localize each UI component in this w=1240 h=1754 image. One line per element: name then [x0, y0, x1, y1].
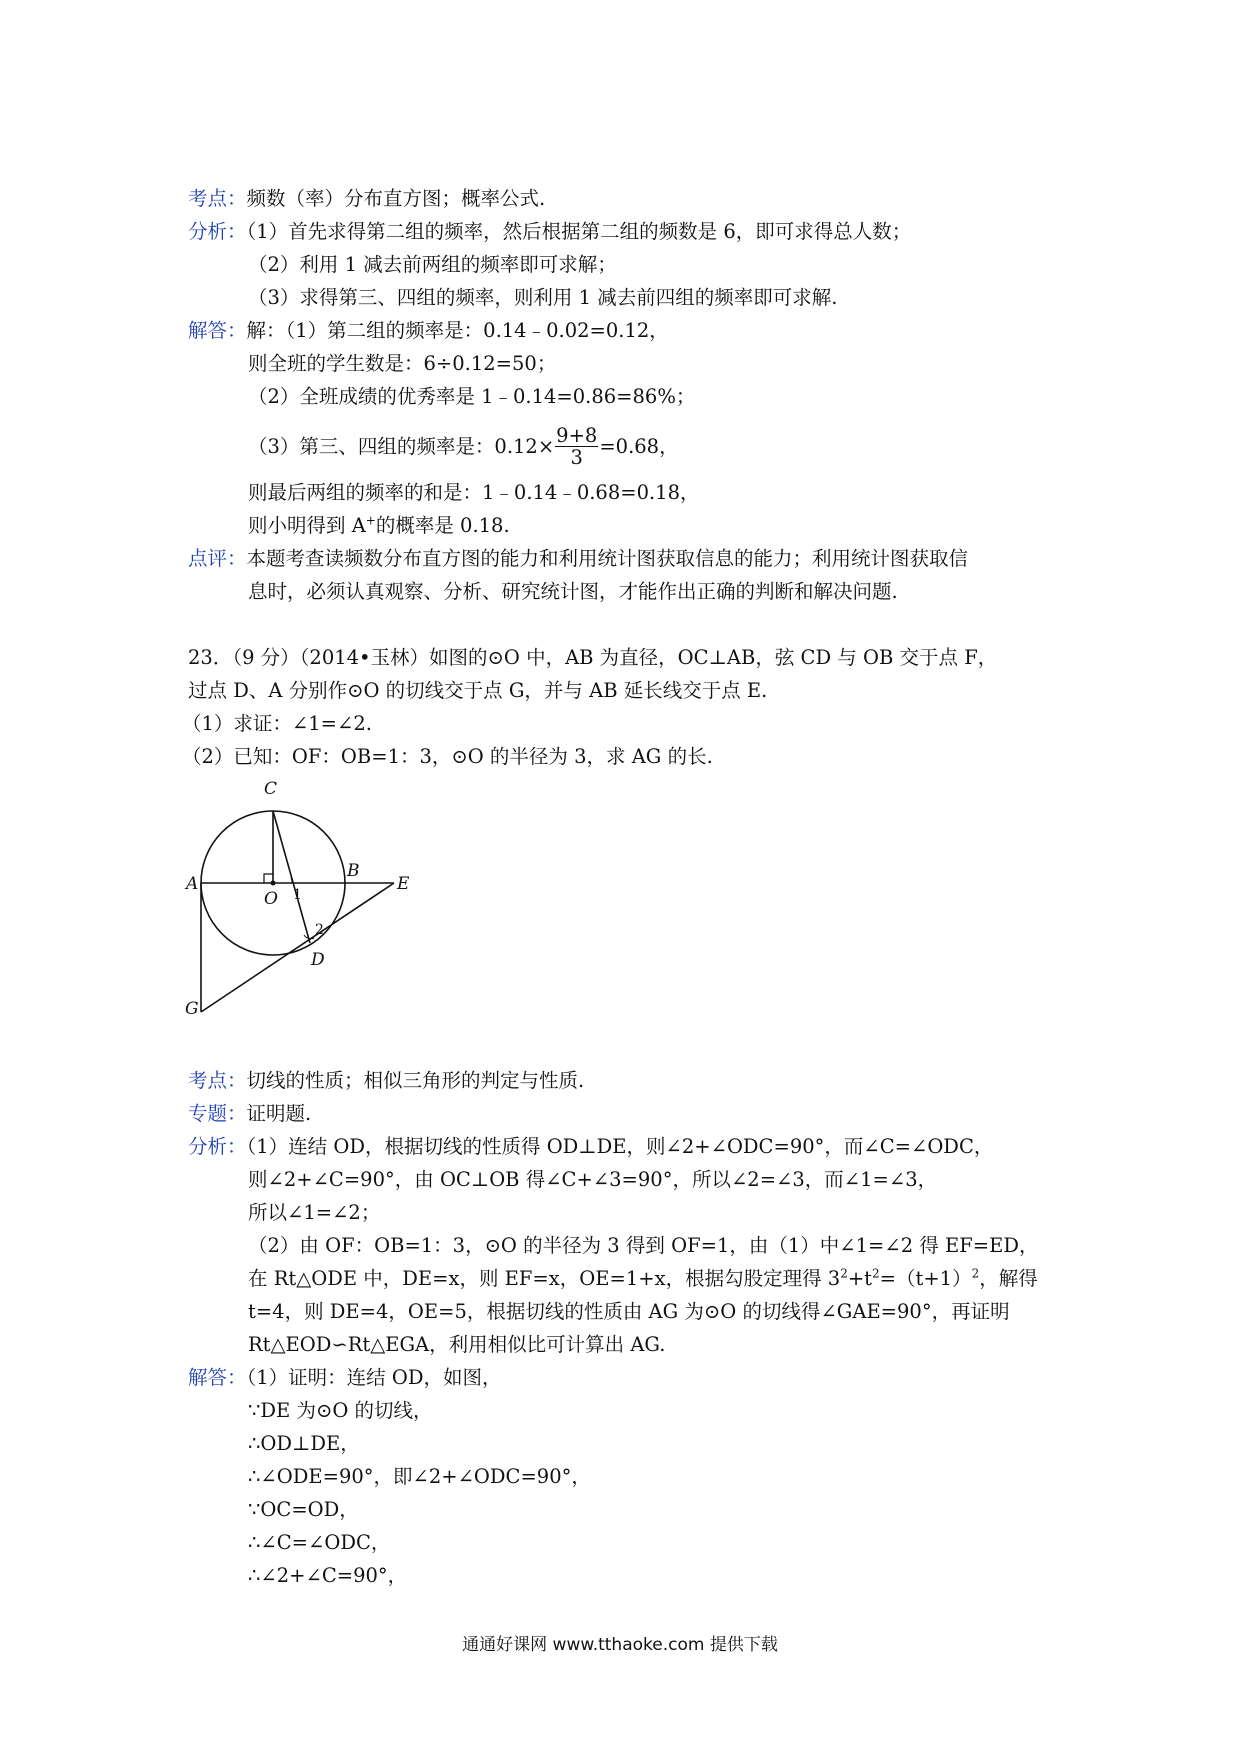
label-c: C: [264, 779, 278, 799]
zhuanti-label: 专题：: [188, 1102, 247, 1125]
p23-jieda-4: ∴∠ODE=90°，即∠2+∠ODC=90°，: [248, 1465, 591, 1488]
center-point: [271, 881, 276, 886]
kaodian-text: 频数（率）分布直方图；概率公式.: [246, 187, 546, 210]
label-angle-2: 2: [315, 922, 324, 938]
fraction: [555, 426, 598, 469]
jieda-6-post: 的概率是 0.18.: [375, 514, 510, 537]
p23-zhuanti: [188, 1101, 311, 1127]
jieda-text: （1）证明：连结 OD，如图，: [246, 1366, 502, 1389]
p23-question-1: 23．（9 分）（2014•玉林）如图的⊙O 中，AB 为直径，OC⊥AB，弦 CD 与 OB 交于点 F，: [188, 646, 998, 669]
label-b: B: [347, 861, 360, 881]
dianping-label: 点评：: [188, 547, 247, 570]
p23-jieda-5: ∵OC=OD，: [248, 1498, 359, 1521]
p23-fenxi-6: t=4，则 DE=4，OE=5，根据切线的性质由 AG 为⊙O 的切线得∠GAE=90°，再证明: [248, 1300, 1010, 1323]
kaodian-label: 考点：: [188, 187, 247, 210]
label-o: O: [264, 889, 278, 909]
jieda-label: 解答：: [188, 319, 247, 342]
geometry-figure: [180, 772, 420, 1032]
p23-fenxi-2: 则∠2+∠C=90°，由 OC⊥OB 得∠C+∠3=90°，所以∠2=∠3，而∠1=∠3，: [248, 1168, 938, 1191]
jieda-4-post: =0.68，: [599, 435, 679, 458]
label-e: E: [397, 874, 410, 894]
superscript-plus: +: [365, 513, 376, 528]
chord-cd: [273, 811, 310, 943]
p22-jieda-6: [248, 513, 510, 539]
superscript-2a: 2: [840, 1266, 848, 1281]
p22-jieda-4: [248, 424, 679, 470]
p23-jieda-6: ∴∠C=∠ODC，: [248, 1531, 391, 1554]
fenxi-label: 分析：: [188, 1135, 247, 1158]
fenxi-text: （1）首先求得第二组的频率，然后根据第二组的频数是 6，即可求得总人数；: [246, 220, 912, 243]
zhuanti-text: 证明题.: [246, 1102, 312, 1125]
p22-jieda-5: 则最后两组的频率的和是：1﹣0.14﹣0.68=0.18，: [248, 481, 700, 504]
page-footer: 通通好课网 www.tthaoke.com 提供下载: [462, 1635, 778, 1655]
kaodian-text: 切线的性质；相似三角形的判定与性质.: [246, 1069, 585, 1092]
kaodian-label: 考点：: [188, 1069, 247, 1092]
p23-fenxi-7: Rt△EOD∽Rt△EGA，利用相似比可计算出 AG.: [248, 1333, 666, 1356]
label-a: A: [186, 874, 199, 894]
jieda-label: 解答：: [188, 1366, 247, 1389]
p23-question-4: （2）已知：OF：OB=1：3，⊙O 的半径为 3，求 AG 的长.: [182, 745, 713, 768]
label-angle-1: 1: [293, 887, 302, 903]
label-g: G: [185, 999, 199, 1019]
fenxi-5-pre: 在 Rt△ODE 中，DE=x，则 EF=x，OE=1+x，根据勾股定理得 3: [248, 1267, 841, 1290]
p23-question-2: 过点 D、A 分别作⊙O 的切线交于点 G，并与 AB 延长线交于点 E.: [188, 679, 768, 702]
fenxi-label: 分析：: [188, 220, 247, 243]
p23-jieda-3: ∴OD⊥DE，: [248, 1432, 360, 1455]
fenxi-5-post: ，解得: [979, 1267, 1038, 1290]
dianping-text: 本题考查读频数分布直方图的能力和利用统计图获取信息的能力；利用统计图获取信: [246, 547, 969, 570]
jieda-text: 解：（1）第二组的频率是：0.14﹣0.02=0.12，: [246, 319, 669, 342]
p22-fenxi-2: （2）利用 1 减去前两组的频率即可求解；: [248, 253, 617, 276]
superscript-2c: 2: [971, 1266, 980, 1281]
p23-fenxi-5: [248, 1266, 1038, 1292]
fraction-numerator: 9+8: [556, 424, 598, 447]
p22-kaodian: [188, 186, 545, 212]
p23-question-3: （1）求证：∠1=∠2.: [182, 712, 372, 735]
p23-fenxi-1: [188, 1134, 993, 1160]
p23-fenxi-4: （2）由 OF：OB=1：3，⊙O 的半径为 3 得到 OF=1，由（1）中∠1=∠2 得 EF=ED，: [248, 1234, 1039, 1257]
fraction-denominator: 3: [570, 446, 583, 469]
jieda-4-pre: （3）第三、四组的频率是：0.12×: [248, 435, 555, 458]
label-d: D: [311, 950, 325, 970]
p22-fenxi-1: [188, 219, 911, 245]
p23-jieda-2: ∵DE 为⊙O 的切线，: [248, 1399, 433, 1422]
p23-fenxi-3: 所以∠1=∠2；: [248, 1201, 381, 1224]
p22-jieda-1: [188, 318, 669, 344]
p22-jieda-2: 则全班的学生数是：6÷0.12=50；: [248, 352, 557, 375]
fenxi-5-mid: +t: [847, 1267, 873, 1290]
jieda-6-pre: 则小明得到 A: [248, 514, 366, 537]
segment-od: [273, 883, 310, 943]
p22-dianping-1: [188, 546, 968, 572]
p23-jieda-1: [188, 1365, 502, 1391]
superscript-2b: 2: [872, 1266, 880, 1281]
p23-jieda-7: ∴∠2+∠C=90°，: [248, 1564, 408, 1587]
fenxi-text: （1）连结 OD，根据切线的性质得 OD⊥DE，则∠2+∠ODC=90°，而∠C=∠ODC，: [246, 1135, 994, 1158]
p22-fenxi-3: （3）求得第三、四组的频率，则利用 1 减去前四组的频率即可求解.: [248, 286, 838, 309]
fenxi-5-mid2: =（t+1）: [879, 1267, 972, 1290]
p22-dianping-2: 息时，必须认真观察、分析、研究统计图，才能作出正确的判断和解决问题.: [248, 580, 898, 603]
p23-kaodian: [188, 1068, 584, 1094]
p22-jieda-3: （2）全班成绩的优秀率是 1﹣0.14=0.86=86%；: [248, 385, 696, 408]
